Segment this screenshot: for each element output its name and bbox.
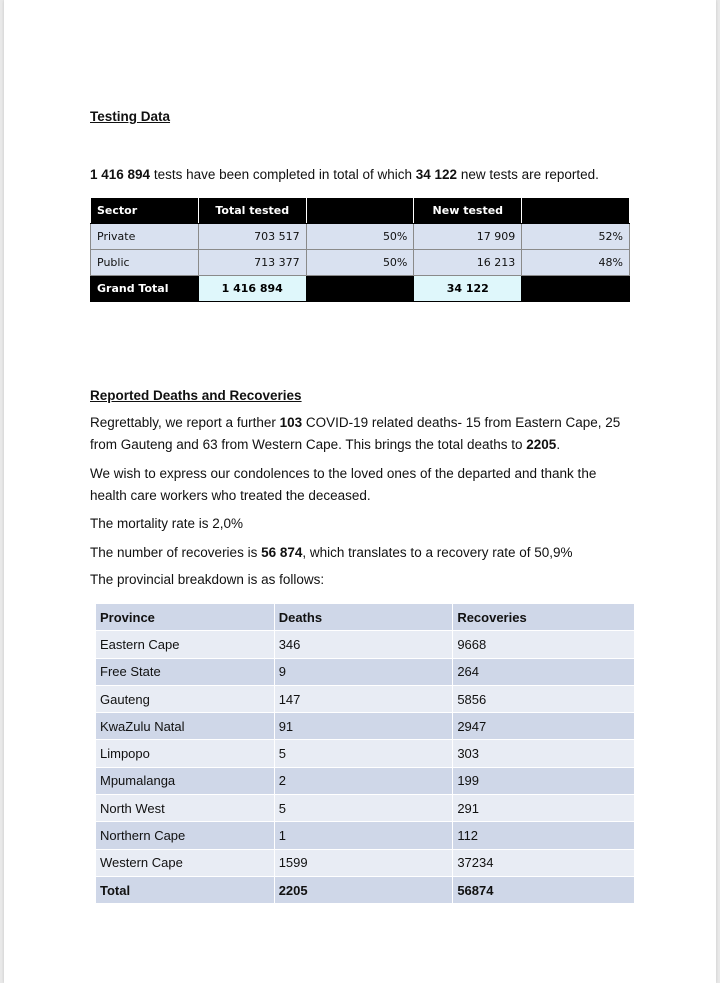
table-cell: Western Cape xyxy=(96,849,275,876)
table-cell xyxy=(306,276,414,302)
deaths-heading: Reported Deaths and Recoveries xyxy=(90,388,302,403)
table-row xyxy=(91,250,630,276)
table-cell: 5 xyxy=(274,795,453,822)
table-row xyxy=(96,713,635,740)
table-cell: Free State xyxy=(96,658,275,685)
header-cell: Deaths xyxy=(274,604,453,631)
table-cell: 1599 xyxy=(274,849,453,876)
total-tests-value: 1 416 894 xyxy=(90,167,151,182)
table-cell: 9 xyxy=(274,658,453,685)
mortality-paragraph: The mortality rate is 2,0% xyxy=(90,516,244,531)
table-cell: 9668 xyxy=(453,631,635,658)
table-cell: 50% xyxy=(306,250,414,276)
testing-table xyxy=(90,197,630,302)
table-cell: 56874 xyxy=(453,876,635,903)
table-cell: 5856 xyxy=(453,685,635,712)
table-cell: 50% xyxy=(306,224,414,250)
table-row xyxy=(96,795,635,822)
grand-total-row xyxy=(91,276,630,302)
table-row xyxy=(96,631,635,658)
table-cell: 147 xyxy=(274,685,453,712)
table-cell: 2 xyxy=(274,767,453,794)
table-cell: Gauteng xyxy=(96,685,275,712)
table-cell xyxy=(522,276,630,302)
table-cell: 112 xyxy=(453,822,635,849)
table-cell: 1 xyxy=(274,822,453,849)
table-cell: Private xyxy=(91,224,199,250)
total-row xyxy=(96,876,635,903)
table-cell: 703 517 xyxy=(198,224,306,250)
header-cell xyxy=(306,198,414,224)
header-cell: Province xyxy=(96,604,275,631)
new-tests-value: 34 122 xyxy=(415,167,458,182)
table-row xyxy=(96,849,635,876)
table-cell: 52% xyxy=(522,224,630,250)
table-cell: Limpopo xyxy=(96,740,275,767)
header-cell: Recoveries xyxy=(453,604,635,631)
table-cell: 713 377 xyxy=(198,250,306,276)
table-cell: 199 xyxy=(453,767,635,794)
table-cell: 34 122 xyxy=(414,276,522,302)
testing-heading: Testing Data xyxy=(90,109,171,124)
table-row xyxy=(96,822,635,849)
table-cell: 48% xyxy=(522,250,630,276)
table-cell: 1 416 894 xyxy=(198,276,306,302)
total-deaths-value: 2205 xyxy=(526,436,557,452)
table-cell: 2947 xyxy=(453,713,635,740)
table-cell: Public xyxy=(91,250,199,276)
new-deaths-value: 103 xyxy=(279,415,303,430)
header-cell: Sector xyxy=(91,198,199,224)
testing-table-header xyxy=(91,198,630,224)
header-cell: New tested xyxy=(414,198,522,224)
table-row xyxy=(96,740,635,767)
table-row xyxy=(96,658,635,685)
table-row xyxy=(91,224,630,250)
table-cell: 37234 xyxy=(453,849,635,876)
breakdown-intro: The provincial breakdown is as follows: xyxy=(90,572,325,587)
provincial-table-header xyxy=(96,604,635,631)
table-cell: 291 xyxy=(453,795,635,822)
condolences-paragraph: We wish to express our condolences to the loved ones of the departed and thank the health care workers who treated the deceased. xyxy=(90,466,597,503)
table-row xyxy=(96,767,635,794)
table-cell: North West xyxy=(96,795,275,822)
provincial-table xyxy=(95,603,635,904)
table-cell: 91 xyxy=(274,713,453,740)
header-cell xyxy=(522,198,630,224)
table-cell: Grand Total xyxy=(91,276,199,302)
deaths-paragraph: Regrettably, we report a further 103 COVID-19 related deaths- 15 from Eastern Cape, 25 from Gauteng and 63 from Western Cape. This brings the total deaths to 2205. xyxy=(90,415,621,452)
table-cell: 264 xyxy=(453,658,635,685)
table-cell: Northern Cape xyxy=(96,822,275,849)
table-cell: 17 909 xyxy=(414,224,522,250)
table-cell: Eastern Cape xyxy=(96,631,275,658)
table-cell: 5 xyxy=(274,740,453,767)
recoveries-paragraph: The number of recoveries is 56 874, which translates to a recovery rate of 50,9% xyxy=(90,545,573,560)
testing-summary: 1 416 894 tests have been completed in total of which 34 122 new tests are reported. xyxy=(90,167,599,182)
table-row xyxy=(96,685,635,712)
recoveries-value: 56 874 xyxy=(261,545,303,560)
table-cell: 2205 xyxy=(274,876,453,903)
document-page xyxy=(4,0,716,983)
table-cell: Mpumalanga xyxy=(96,767,275,794)
table-cell: 16 213 xyxy=(414,250,522,276)
table-cell: 346 xyxy=(274,631,453,658)
table-cell: 303 xyxy=(453,740,635,767)
table-cell: KwaZulu Natal xyxy=(96,713,275,740)
table-cell: Total xyxy=(96,876,275,903)
header-cell: Total tested xyxy=(198,198,306,224)
